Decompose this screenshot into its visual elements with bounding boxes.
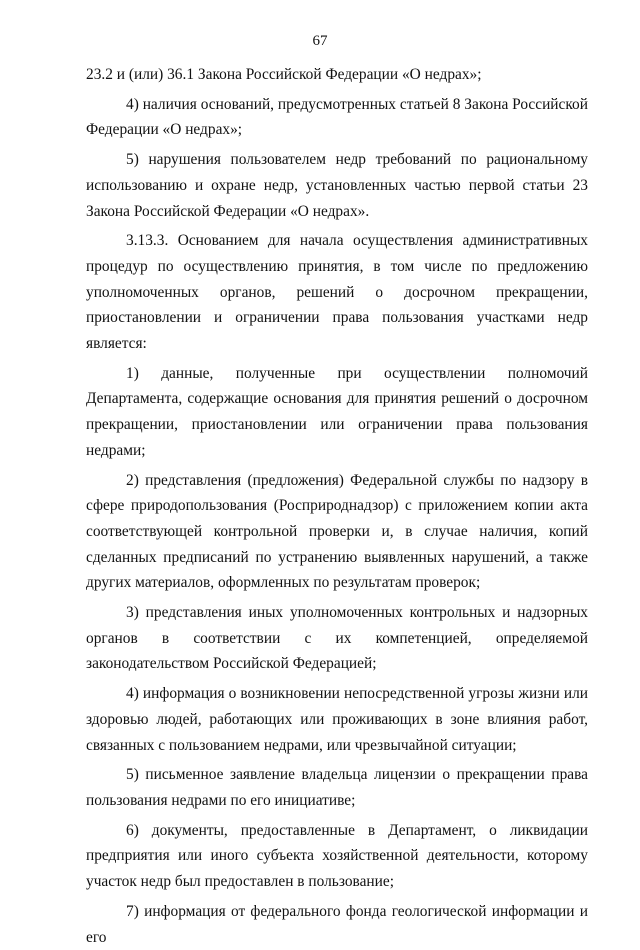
paragraph-section-3-13-3: 3.13.3. Основанием для начала осуществления административных процедур по осуществлению принятия, в том числе по предложению уполномоченных органов, решений о досрочном прекращении, приостановлении и ограничении права пользования участками недр является:: [86, 232, 588, 353]
paragraph-item-5-license-holder: 5) письменное заявление владельца лицензии о прекращении права пользования недрами по его инициативе;: [86, 766, 588, 809]
paragraph-item-3-other-agencies: 3) представления иных уполномоченных контрольных и надзорных органов в соответствии с их компетенцией, определяемой законодательством Российской Федерацией;: [86, 604, 588, 673]
page-number: 67: [312, 33, 328, 49]
paragraph-item-2-rosprirodnadzor: 2) представления (предложения) Федеральной службы по надзору в сфере природопользования (Росприроднадзор) с приложением копии акта соответствующей контрольной проверки и, в случае наличия, копий сделанных предписаний по устранению выявленных нарушений, а также других материалов, оформленных по результатам проверок;: [86, 471, 588, 592]
paragraph-item-7-geological-fund: 7) информация от федерального фонда геологической информации и его: [86, 902, 588, 946]
paragraph-item-1-data: 1) данные, полученные при осуществлении полномочий Департамента, содержащие основания для принятия решений о досрочном прекращении, приостановлении или ограничении права пользования недрами;: [86, 364, 588, 459]
paragraph-item-4-grounds: 4) наличия оснований, предусмотренных статьей 8 Закона Российской Федерации «О недрах»;: [86, 95, 588, 139]
paragraph-continuation: 23.2 и (или) 36.1 Закона Российской Федерации «О недрах»;: [86, 66, 482, 83]
paragraph-item-5-violations: 5) нарушения пользователем недр требований по рациональному использованию и охране недр, установленных частью первой статьи 23 Закона Российской Федерации «О недрах».: [86, 151, 588, 220]
paragraph-item-4-threat: 4) информация о возникновении непосредственной угрозы жизни или здоровью людей, работающих или проживающих в зоне влияния работ, связанных с пользованием недрами, или чрезвычайной ситуации;: [86, 685, 588, 754]
document-body: [86, 62, 588, 950]
paragraph-item-6-liquidation: 6) документы, предоставленные в Департамент, о ликвидации предприятия или иного субъекта хозяйственной деятельности, которому участок недр был предоставлен в пользование;: [86, 821, 588, 891]
